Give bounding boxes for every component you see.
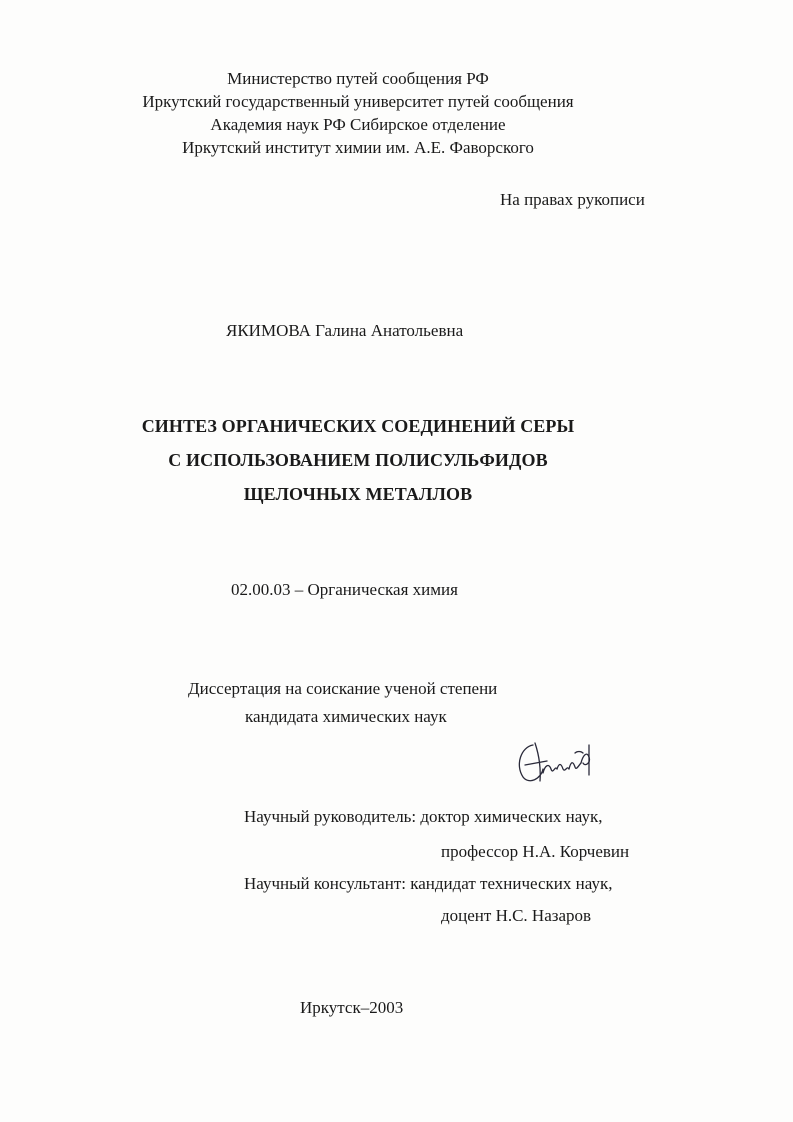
author-name: ЯКИМОВА Галина Анатольевна: [226, 321, 464, 340]
signature-icon: [513, 735, 608, 787]
degree-line-1: Диссертация на соискание ученой степени: [188, 679, 498, 698]
institution-ministry: Министерство путей сообщения РФ: [227, 69, 489, 88]
degree-line-2: кандидата химических наук: [245, 707, 447, 726]
institution-academy: Академия наук РФ Сибирское отделение: [210, 115, 506, 134]
title-line-2: С ИСПОЛЬЗОВАНИЕМ ПОЛИСУЛЬФИДОВ: [168, 450, 548, 470]
supervisor-name: профессор Н.А. Корчевин: [441, 842, 630, 861]
institution-chemistry-institute: Иркутский институт химии им. А.Е. Фаворского: [182, 138, 534, 157]
consultant-name: доцент Н.С. Назаров: [441, 906, 592, 925]
manuscript-note: На правах рукописи: [500, 190, 645, 209]
title-line-3: ЩЕЛОЧНЫХ МЕТАЛЛОВ: [243, 484, 473, 504]
specialty-code: 02.00.03 – Органическая химия: [231, 580, 458, 599]
supervisor-label: Научный руководитель: доктор химических наук,: [244, 807, 603, 826]
institution-university: Иркутский государственный университет путей сообщения: [142, 92, 574, 111]
title-line-1: СИНТЕЗ ОРГАНИЧЕСКИХ СОЕДИНЕНИЙ СЕРЫ: [141, 416, 575, 436]
consultant-label: Научный консультант: кандидат технических наук,: [244, 874, 613, 893]
city-year: Иркутск–2003: [300, 998, 404, 1017]
